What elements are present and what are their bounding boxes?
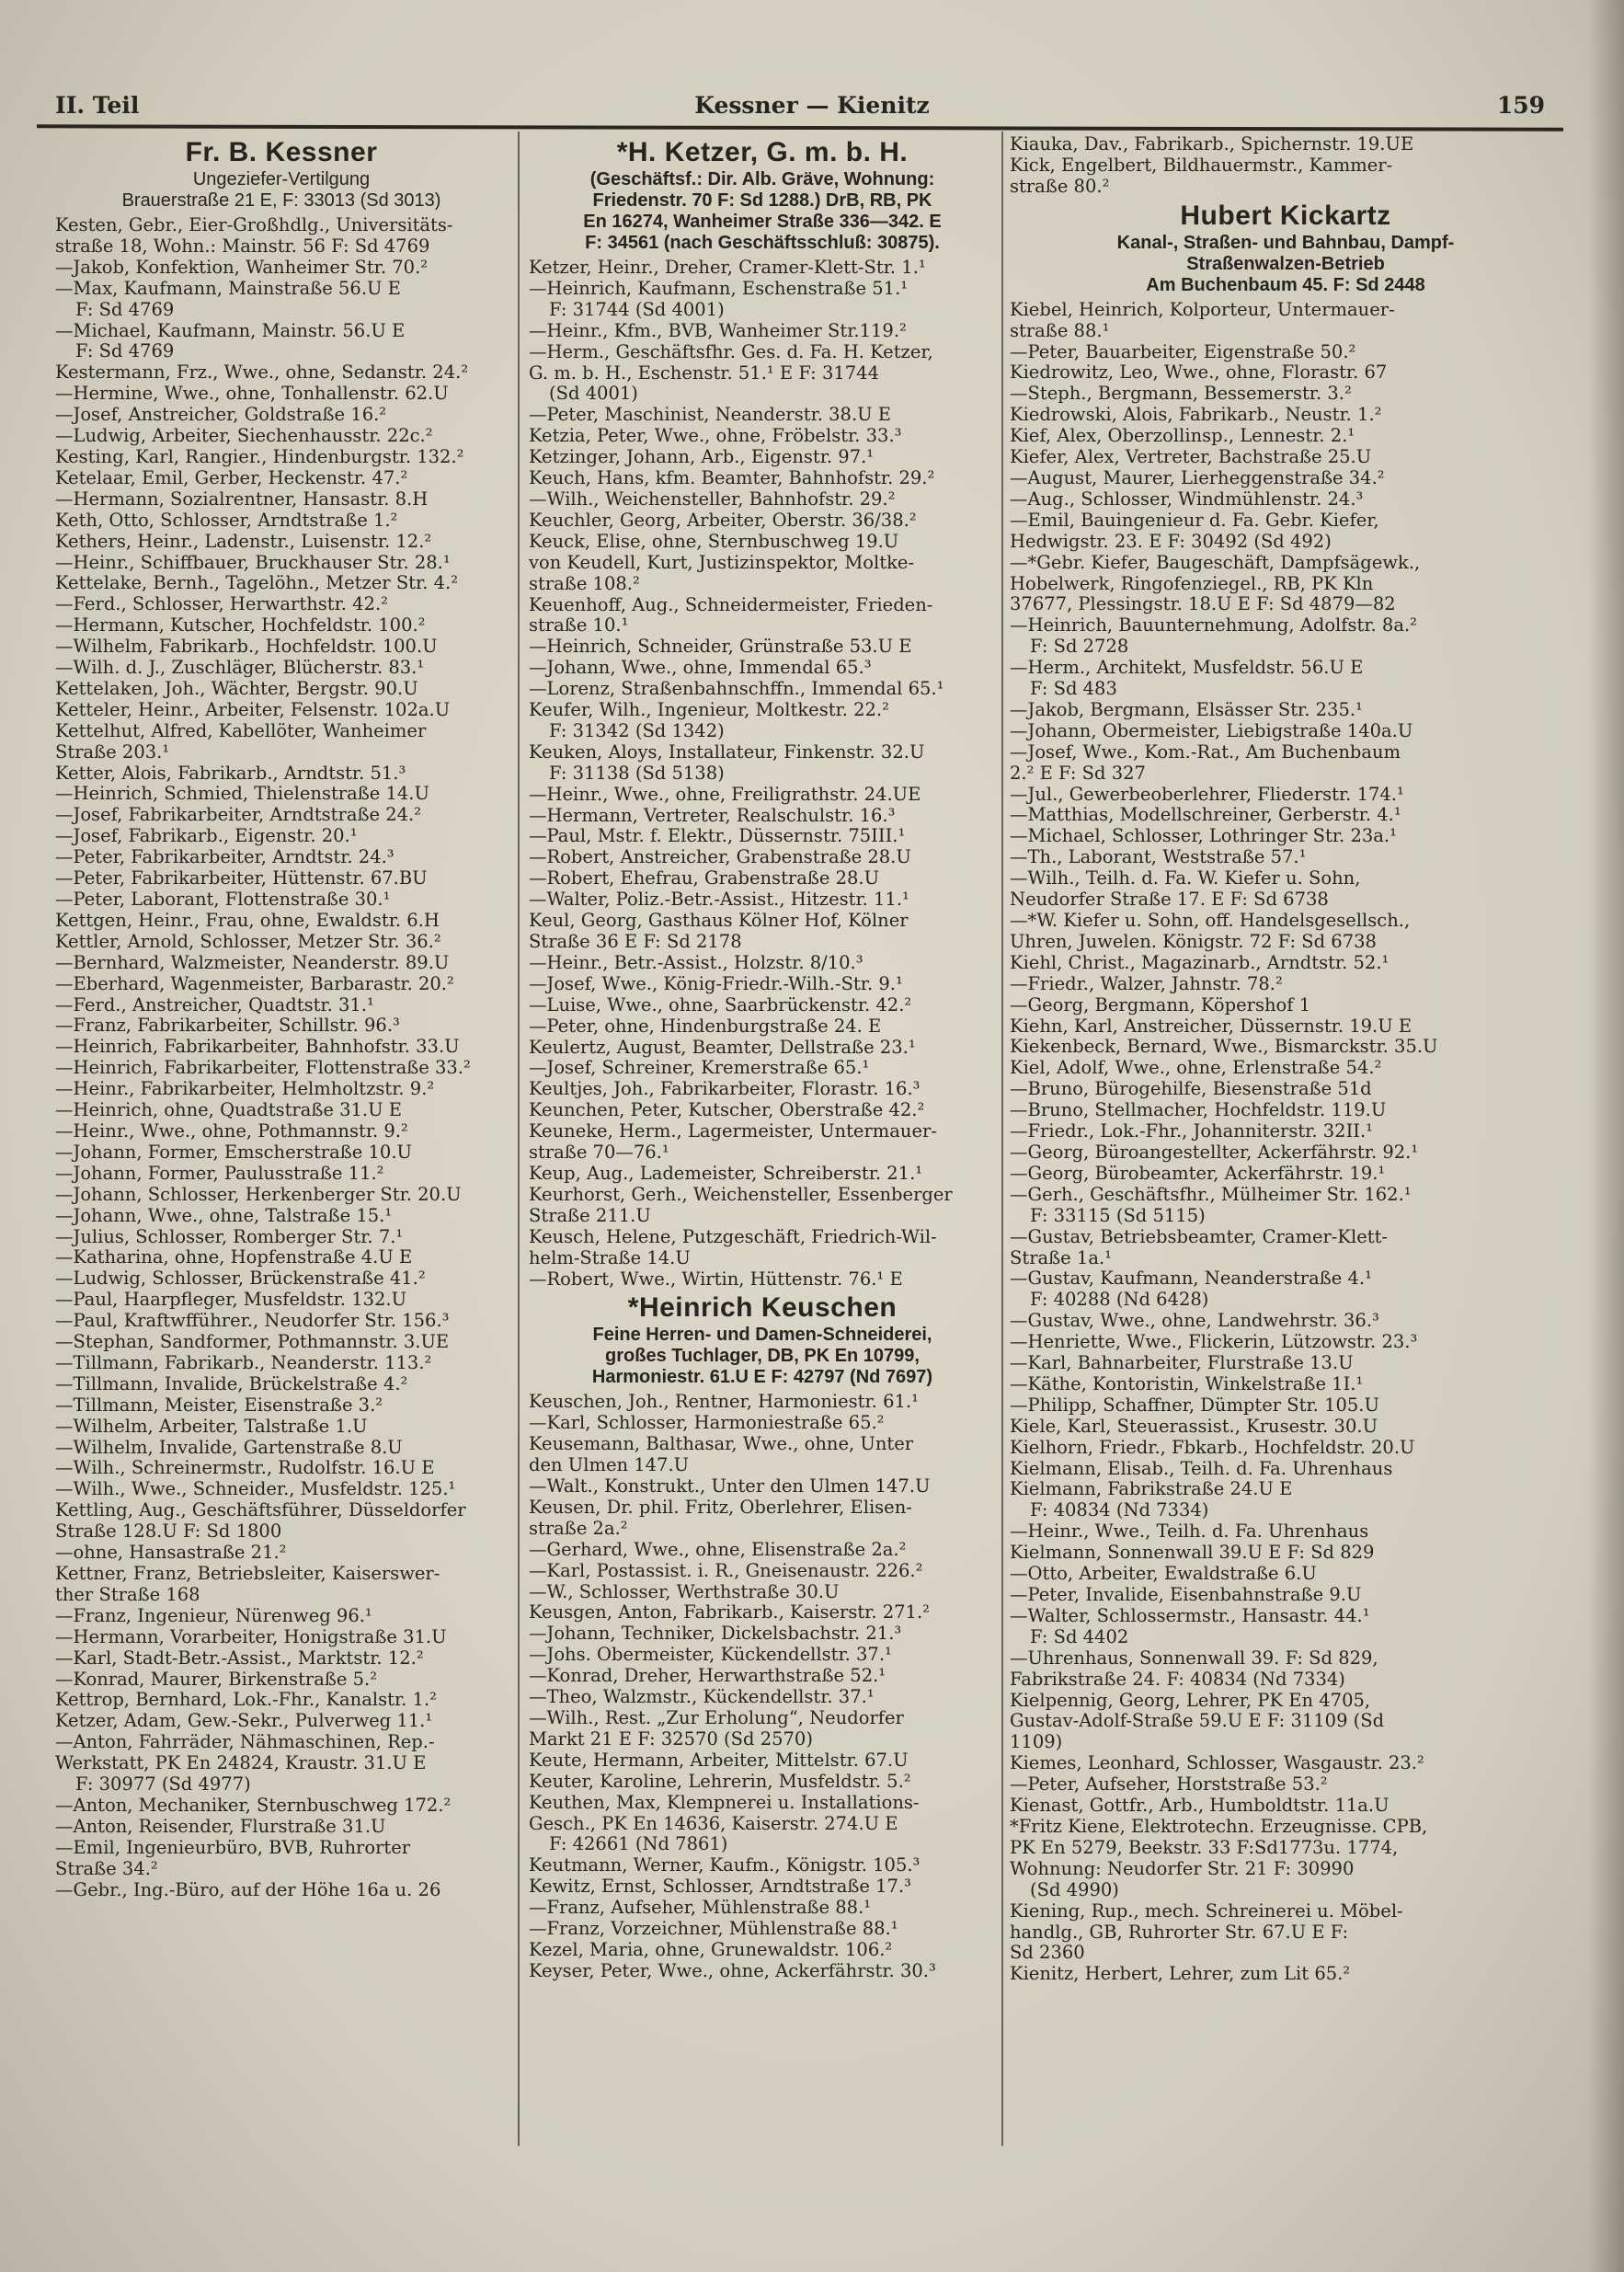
directory-entry-line: Kielmann, Fabrikstraße 24.U E xyxy=(1010,1478,1293,1500)
directory-entry-line: —Wilh., Wwe., Schneider., Musfeldstr. 125.¹ xyxy=(55,1478,456,1500)
directory-entry-line: —Johann, Techniker, Dickelsbachstr. 21.³ xyxy=(529,1623,902,1645)
directory-entry-line: —Walter, Schlossermstr., Hansastr. 44.¹ xyxy=(1010,1604,1370,1626)
directory-entry-line: Keulertz, August, Beamter, Dellstraße 23.¹ xyxy=(529,1036,916,1058)
directory-entry-line: —Eberhard, Wagenmeister, Barbarastr. 20.² xyxy=(55,972,454,994)
directory-entry-line: —Anton, Reisender, Flurstraße 31.U xyxy=(55,1815,386,1837)
directory-entry-line: —Peter, Fabrikarbeiter, Hüttenstr. 67.BU xyxy=(55,867,428,889)
directory-entry-line: Kienitz, Herbert, Lehrer, zum Lit 65.² xyxy=(1010,1963,1351,1985)
directory-entry-line: —*Gebr. Kiefer, Baugeschäft, Dampfsägewk., xyxy=(1010,551,1421,573)
directory-entry-line: Kiehn, Karl, Anstreicher, Düssernstr. 19.U E xyxy=(1010,1015,1412,1037)
directory-entry-line: Kiele, Karl, Steuerassist., Krusestr. 30.U xyxy=(1010,1415,1378,1437)
directory-entry-line: —Th., Laborant, Weststraße 57.¹ xyxy=(1010,846,1307,868)
directory-entry-line: (Sd 4001) xyxy=(549,383,638,405)
advertisement-line: Kanal-, Straßen- und Bahnbau, Dampf- xyxy=(1116,232,1455,253)
directory-entry-line: —Robert, Wwe., Wirtin, Hüttenstr. 76.¹ E xyxy=(529,1268,903,1290)
directory-entry-line: Keuter, Karoline, Lehrerin, Musfeldstr. 5.² xyxy=(529,1770,911,1792)
directory-entry-line: —Heinrich, Fabrikarbeiter, Bahnhofstr. 33.U xyxy=(55,1036,460,1058)
directory-entry-line: F: 33115 (Sd 5115) xyxy=(1030,1204,1206,1226)
directory-entry-line: Keuchler, Georg, Arbeiter, Oberstr. 36/38.² xyxy=(529,509,917,531)
directory-entry-line: Keyser, Peter, Wwe., ohne, Ackerfährstr. 30.³ xyxy=(529,1959,936,1981)
directory-entry-line: —Heinrich, Schneider, Grünstraße 53.U E xyxy=(529,636,912,658)
directory-entry-line: —Peter, Invalide, Eisenbahnstraße 9.U xyxy=(1010,1584,1362,1605)
directory-entry-line: Hobelwerk, Ringofenziegel., RB, PK Kln xyxy=(1010,572,1374,594)
directory-entry-line: 37677, Plessingstr. 18.U E F: Sd 4879—82 xyxy=(1010,593,1396,615)
directory-entry-line: —Paul, Kraftwfführer., Neudorfer Str. 156.³ xyxy=(55,1310,450,1332)
directory-entry-line: —Tillmann, Invalide, Brückelstraße 4.² xyxy=(55,1372,408,1394)
directory-entry-line: —Wilhelm, Fabrikarb., Hochfeldstr. 100.U xyxy=(55,636,438,658)
directory-entry-line: Kettling, Aug., Geschäftsführer, Düsseldorfer xyxy=(55,1499,466,1521)
directory-entry-line: PK En 5279, Beekstr. 33 F:Sd1773u. 1774, xyxy=(1010,1836,1399,1858)
directory-entry-line: —Wilhelm, Arbeiter, Talstraße 1.U xyxy=(55,1415,368,1437)
directory-entry-line: Ketter, Alois, Fabrikarb., Arndtstr. 51.³ xyxy=(55,762,406,784)
directory-entry-line: —Franz, Ingenieur, Nürenweg 96.¹ xyxy=(55,1604,372,1626)
directory-entry-line: —Steph., Bergmann, Bessemerstr. 3.² xyxy=(1010,383,1352,405)
directory-entry-line: Keurhorst, Gerh., Weichensteller, Essenberger xyxy=(529,1183,953,1205)
directory-entry-line: —Tillmann, Meister, Eisenstraße 3.² xyxy=(55,1394,383,1416)
directory-entry-line: Wohnung: Neudorfer Str. 21 F: 30990 xyxy=(1010,1857,1355,1879)
directory-entry-line: —Walter, Poliz.-Betr.-Assist., Hitzestr. 11.¹ xyxy=(529,889,909,911)
directory-entry-line: F: 31138 (Sd 5138) xyxy=(549,762,725,784)
directory-entry-line: —Peter, Laborant, Flottenstraße 30.¹ xyxy=(55,889,391,910)
directory-entry-line: straße 2a.² xyxy=(529,1517,628,1539)
directory-entry-line: Keufer, Wilh., Ingenieur, Moltkestr. 22.² xyxy=(529,699,889,721)
section-label: II. Teil xyxy=(55,92,140,119)
directory-entry-line: —Jul., Gewerbeoberlehrer, Fliederstr. 174.¹ xyxy=(1010,783,1404,805)
directory-entry-line: —Peter, ohne, Hindenburgstraße 24. E xyxy=(529,1015,882,1037)
directory-entry-line: —Karl, Bahnarbeiter, Flurstraße 13.U xyxy=(1010,1352,1354,1374)
directory-entry-line: straße 80.² xyxy=(1010,175,1110,197)
advertisement-line: Ungeziefer-Vertilgung xyxy=(192,169,371,189)
directory-entry-line: Kienast, Gottfr., Arb., Humboldtstr. 11a.U xyxy=(1010,1795,1390,1817)
directory-entry-line: —Bernhard, Walzmeister, Neanderstr. 89.U xyxy=(55,951,450,973)
directory-entry-line: von Keudell, Kurt, Justizinspektor, Moltke- xyxy=(529,551,915,573)
directory-entry-line: Kiefer, Alex, Vertreter, Bachstraße 25.U xyxy=(1010,446,1372,468)
directory-entry-line: —Uhrenhaus, Sonnenwall 39. F: Sd 829, xyxy=(1010,1647,1378,1669)
advertisement-title: *Heinrich Keuschen xyxy=(627,1292,898,1324)
directory-entry-line: Keusch, Helene, Putzgeschäft, Friedrich-Wil- xyxy=(529,1225,937,1247)
directory-entry-line: 2.² E F: Sd 327 xyxy=(1010,762,1146,784)
directory-entry-line: —Johann, Wwe., ohne, Immendal 65.³ xyxy=(529,657,872,679)
directory-entry-line: Kiauka, Dav., Fabrikarb., Spichernstr. 19.UE xyxy=(1010,133,1414,155)
directory-entry-line: Keutmann, Werner, Kaufm., Königstr. 105.³ xyxy=(529,1854,921,1876)
directory-entry-line: —Emil, Bauingenieur d. Fa. Gebr. Kiefer, xyxy=(1010,509,1379,531)
advertisement-line: F: 34561 (nach Geschäftsschluß: 30875). xyxy=(585,233,940,253)
directory-entry-line: F: Sd 4402 xyxy=(1030,1625,1129,1647)
directory-entry-line: Kettner, Franz, Betriebsleiter, Kaiserswer- xyxy=(55,1563,440,1584)
directory-entry-line: Keuenhoff, Aug., Schneidermeister, Frieden- xyxy=(529,593,933,615)
directory-entry-line: —Michael, Kaufmann, Mainstr. 56.U E xyxy=(55,319,406,341)
advertisement-line: Friedenstr. 70 F: Sd 1288.) DrB, RB, PK xyxy=(592,190,932,211)
directory-entry-line: —Heinrich, ohne, Quadtstraße 31.U E xyxy=(55,1099,402,1121)
directory-entry-line: —Franz, Aufseher, Mühlenstraße 88.¹ xyxy=(529,1897,872,1919)
directory-entry-line: Straße 34.² xyxy=(55,1857,158,1879)
advertisement-line: großes Tuchlager, DB, PK En 10799, xyxy=(605,1346,920,1367)
directory-entry-line: Kiening, Rup., mech. Schreinerei u. Möbel- xyxy=(1010,1899,1403,1922)
directory-entry-line: —W., Schlosser, Werthstraße 30.U xyxy=(529,1580,840,1602)
directory-entry-line: F: Sd 4769 xyxy=(75,298,175,320)
directory-entry-line: (Sd 4990) xyxy=(1030,1878,1119,1900)
directory-entry-line: —Robert, Anstreicher, Grabenstraße 28.U xyxy=(529,846,911,868)
directory-entry-line: G. m. b. H., Eschenstr. 51.¹ E F: 31744 xyxy=(529,361,879,384)
directory-entry-line: —Georg, Büroangestellter, Ackerfährstr. 92.¹ xyxy=(1010,1141,1419,1163)
advertisement-block xyxy=(529,1291,996,1388)
directory-entry-line: —Herm., Architekt, Musfeldstr. 56.U E xyxy=(1010,657,1364,679)
directory-entry-line: Ketteler, Heinr., Arbeiter, Felsenstr. 102a.U xyxy=(55,698,451,720)
directory-entry-line: Keusemann, Balthasar, Wwe., ohne, Unter xyxy=(529,1433,914,1455)
directory-entry-line: Gesch., PK En 14636, Kaiserstr. 274.U E xyxy=(529,1812,898,1834)
directory-entry-line: Kettelhut, Alfred, Kabellöter, Wanheimer xyxy=(55,719,427,741)
directory-entry-line: Keuthen, Max, Klempnerei u. Installations- xyxy=(529,1791,920,1813)
advertisement-line: Feine Herren- und Damen-Schneiderei, xyxy=(592,1325,932,1346)
directory-entry-line: Kethers, Heinr., Ladenstr., Luisenstr. 12.² xyxy=(55,530,432,552)
directory-entry-line: —Henriette, Wwe., Flickerin, Lützowstr. 23.³ xyxy=(1010,1331,1418,1353)
directory-entry-line: —Friedr., Lok.-Fhr., Johanniterstr. 32II.¹ xyxy=(1010,1120,1373,1142)
directory-entry-line: Kielhorn, Friedr., Fbkarb., Hochfeldstr. 20.U xyxy=(1010,1436,1415,1458)
directory-entry-line: —Jakob, Bergmann, Elsässer Str. 235.¹ xyxy=(1010,698,1363,720)
directory-entry-line: Straße 211.U xyxy=(529,1204,651,1226)
header-rule xyxy=(37,124,1563,131)
directory-entry-line: —Josef, Anstreicher, Goldstraße 16.² xyxy=(55,404,387,426)
directory-entry-line: —Jakob, Konfektion, Wanheimer Str. 70.² xyxy=(55,256,429,278)
page-number: 159 xyxy=(1496,92,1545,119)
directory-entry-line: Kesten, Gebr., Eier-Großhdlg., Universitäts- xyxy=(55,214,453,235)
directory-entry-line: —Franz, Fabrikarbeiter, Schillstr. 96.³ xyxy=(55,1015,400,1037)
directory-entry-line: —Aug., Schlosser, Windmühlenstr. 24.³ xyxy=(1010,488,1364,510)
column-2 xyxy=(529,134,996,1982)
directory-entry-line: —Wilh., Weichensteller, Bahnhofstr. 29.² xyxy=(529,488,896,510)
advertisement-line: Am Buchenbaum 45. F: Sd 2448 xyxy=(1146,274,1425,295)
advertisement-block xyxy=(1010,200,1561,296)
directory-entry-line: —Johann, Former, Emscherstraße 10.U xyxy=(55,1141,412,1163)
column-divider xyxy=(518,132,520,2146)
directory-entry-line: straße 70—76.¹ xyxy=(529,1142,669,1164)
advertisement-title: Hubert Kickartz xyxy=(1180,200,1391,231)
directory-entry-line: —Peter, Aufseher, Horststraße 53.² xyxy=(1010,1773,1328,1796)
directory-entry-line: —Emil, Ingenieurbüro, BVB, Ruhrorter xyxy=(55,1836,411,1858)
directory-entry-line: Kiel, Adolf, Wwe., ohne, Erlenstraße 54.² xyxy=(1010,1057,1382,1079)
advertisement-title: Fr. B. Kessner xyxy=(185,137,378,167)
directory-entry-line: Kiedrowski, Alois, Fabrikarb., Neustr. 1.² xyxy=(1010,404,1382,426)
directory-entry-line: Kiebel, Heinrich, Kolporteur, Untermauer- xyxy=(1010,298,1395,320)
advertisement-line: Brauerstraße 21 E, F: 33013 (Sd 3013) xyxy=(121,190,441,211)
directory-entry-line: Keth, Otto, Schlosser, Arndtstraße 1.² xyxy=(55,509,398,531)
directory-entry-line: —Wilh., Rest. „Zur Erholung“, Neudorfer xyxy=(529,1707,904,1728)
directory-entry-line: Keul, Georg, Gasthaus Kölner Hof, Kölner xyxy=(529,910,909,932)
directory-entry-line: Straße 1a.¹ xyxy=(1010,1246,1112,1268)
directory-entry-line: Gustav-Adolf-Straße 59.U E F: 31109 (Sd xyxy=(1010,1710,1385,1732)
directory-entry-line: den Ulmen 147.U xyxy=(529,1454,690,1476)
directory-entry-line: straße 108.² xyxy=(529,572,640,594)
directory-entry-line: —August, Maurer, Lierheggenstraße 34.² xyxy=(1010,466,1385,488)
directory-entry-line: Fabrikstraße 24. F: 40834 (Nd 7334) xyxy=(1010,1668,1345,1690)
directory-entry-line: —Lorenz, Straßenbahnschffn., Immendal 65.¹ xyxy=(529,678,944,700)
directory-entry-line: Keuck, Elise, ohne, Sternbuschweg 19.U xyxy=(529,530,899,552)
directory-entry-line: —Georg, Bürobeamter, Ackerfährstr. 19.¹ xyxy=(1010,1162,1386,1184)
directory-entry-line: straße 88.¹ xyxy=(1010,319,1110,341)
directory-entry-line: Ketelaar, Emil, Gerber, Heckenstr. 47.² xyxy=(55,466,408,488)
directory-entry-line: —Philipp, Schaffner, Dümpter Str. 105.U xyxy=(1010,1394,1379,1416)
directory-entry-line: —Johann, Schlosser, Herkenberger Str. 20.U xyxy=(55,1183,462,1205)
directory-entry-line: —Johann, Obermeister, Liebigstraße 140a.U xyxy=(1010,719,1413,741)
directory-entry-line: Kettrop, Bernhard, Lok.-Fhr., Kanalstr. 1.² xyxy=(55,1689,437,1711)
directory-entry-line: —Johann, Wwe., ohne, Talstraße 15.¹ xyxy=(55,1204,393,1226)
directory-entry-line: Straße 128.U F: Sd 1800 xyxy=(55,1520,282,1543)
directory-entry-line: —Ferd., Anstreicher, Quadtstr. 31.¹ xyxy=(55,993,374,1016)
directory-entry-line: —Hermann, Vorarbeiter, Honigstraße 31.U xyxy=(55,1625,447,1647)
directory-entry-line: F: Sd 483 xyxy=(1030,678,1117,700)
directory-entry-line: Kesting, Karl, Rangier., Hindenburgstr. 132.² xyxy=(55,445,464,467)
directory-entry-line: —Konrad, Maurer, Birkenstraße 5.² xyxy=(55,1668,378,1690)
directory-entry-line: —Theo, Walzmstr., Kückendellstr. 37.¹ xyxy=(529,1686,875,1708)
directory-entry-line: Kief, Alex, Oberzollinsp., Lennestr. 2.¹ xyxy=(1010,425,1355,447)
directory-entry-line: F: Sd 2728 xyxy=(1030,636,1129,658)
advertisement-line: (Geschäftsf.: Dir. Alb. Gräve, Wohnung: xyxy=(589,169,935,189)
directory-entry-line: —Franz, Vorzeichner, Mühlenstraße 88.¹ xyxy=(529,1918,898,1940)
directory-entry-line: Kiehl, Christ., Magazinarb., Arndtstr. 52.¹ xyxy=(1010,951,1390,973)
directory-entry-line: —Matthias, Modellschreiner, Gerberstr. 4.¹ xyxy=(1010,804,1401,826)
directory-entry-line: —Heinrich, Bauunternehmung, Adolfstr. 8a.² xyxy=(1010,614,1417,637)
page-edge-shadow xyxy=(1587,0,1624,2272)
directory-entry-line: Kick, Engelbert, Bildhauermstr., Kammer- xyxy=(1010,154,1393,176)
directory-entry-line: —Konrad, Dreher, Herwarthstraße 52.¹ xyxy=(529,1665,886,1687)
directory-entry-line: Kestermann, Frz., Wwe., ohne, Sedanstr. 24.² xyxy=(55,361,469,384)
directory-entry-line: —Heinrich, Schmied, Thielenstraße 14.U xyxy=(55,783,429,805)
directory-entry-line: —Josef, Fabrikarb., Eigenstr. 20.¹ xyxy=(55,825,358,847)
directory-entry-line: —Heinr., Fabrikarbeiter, Helmholtzstr. 9.² xyxy=(55,1078,435,1100)
directory-entry-line: —Peter, Fabrikarbeiter, Arndtstr. 24.³ xyxy=(55,846,395,868)
directory-entry-line: Keup, Aug., Lademeister, Schreiberstr. 21.¹ xyxy=(529,1162,923,1184)
directory-entry-line: Kezel, Maria, ohne, Grunewaldstr. 106.² xyxy=(529,1938,893,1960)
directory-entry-line: *Fritz Kiene, Elektrotechn. Erzeugnisse. CPB, xyxy=(1010,1815,1428,1837)
directory-entry-line: —Ludwig, Schlosser, Brückenstraße 41.² xyxy=(55,1268,426,1290)
advertisement-line: En 16274, Wanheimer Straße 336—342. E xyxy=(583,212,942,232)
directory-entry-line: F: 40288 (Nd 6428) xyxy=(1030,1289,1209,1311)
advertisement-title: *H. Ketzer, G. m. b. H. xyxy=(616,137,909,167)
directory-entry-line: Keusen, Dr. phil. Fritz, Oberlehrer, Elisen- xyxy=(529,1496,912,1518)
directory-entry-line: Kielpennig, Georg, Lehrer, PK En 4705, xyxy=(1010,1689,1371,1711)
directory-entry-line: Keuneke, Herm., Lagermeister, Untermauer- xyxy=(529,1120,937,1142)
directory-entry-line: —Georg, Bergmann, Köpershof 1 xyxy=(1010,993,1311,1016)
column-divider xyxy=(1001,132,1003,2146)
directory-entry-line: —Heinr., Wwe., ohne, Freiligrathstr. 24.UE xyxy=(529,783,921,805)
directory-entry-line: —Anton, Fahrräder, Nähmaschinen, Rep.- xyxy=(55,1731,435,1753)
directory-entry-line: —Friedr., Walzer, Jahnstr. 78.² xyxy=(1010,972,1283,994)
directory-entry-line: —Käthe, Kontoristin, Winkelstraße 1I.¹ xyxy=(1010,1372,1364,1394)
directory-entry-line: —Robert, Ehefrau, Grabenstraße 28.U xyxy=(529,867,880,889)
directory-entry-line: straße 18, Wohn.: Mainstr. 56 F: Sd 4769 xyxy=(55,235,430,257)
directory-entry-line: Kettelake, Bernh., Tagelöhn., Metzer Str. 4.² xyxy=(55,572,459,594)
directory-entry-line: —Ferd., Schlosser, Herwarthstr. 42.² xyxy=(55,593,388,615)
advertisement-line: Harmoniestr. 61.U E F: 42797 (Nd 7697) xyxy=(591,1367,933,1388)
directory-entry-line: Keuschen, Joh., Rentner, Harmoniestr. 61.¹ xyxy=(529,1391,919,1413)
directory-entry-line: —Bruno, Bürogehilfe, Biesenstraße 51d xyxy=(1010,1078,1372,1100)
directory-entry-line: Kettgen, Heinr., Frau, ohne, Ewaldstr. 6.H xyxy=(55,909,440,931)
directory-entry-line: Sd 2360 xyxy=(1010,1942,1085,1964)
directory-entry-line: —Josef, Wwe., König-Friedr.-Wilh.-Str. 9.¹ xyxy=(529,972,903,994)
directory-entry-line: —Otto, Arbeiter, Ewaldstraße 6.U xyxy=(1010,1563,1317,1585)
directory-entry-line: —Bruno, Stellmacher, Hochfeldstr. 119.U xyxy=(1010,1099,1387,1121)
directory-entry-line: Kiekenbeck, Bernard, Wwe., Bismarckstr. 35.U xyxy=(1010,1036,1438,1058)
directory-entry-line: F: 40834 (Nd 7334) xyxy=(1030,1499,1209,1521)
directory-entry-line: Keuch, Hans, kfm. Beamter, Bahnhofstr. 29.² xyxy=(529,467,935,489)
advertisement-block xyxy=(529,136,996,254)
directory-entry-line: 1109) xyxy=(1010,1731,1063,1753)
directory-entry-line: —Hermann, Kutscher, Hochfeldstr. 100.² xyxy=(55,614,426,637)
directory-entry-line: —Wilh., Teilh. d. Fa. W. Kiefer u. Sohn, xyxy=(1010,867,1361,889)
directory-entry-line: Hedwigstr. 23. E F: 30492 (Sd 492) xyxy=(1010,530,1332,552)
directory-entry-line: helm-Straße 14.U xyxy=(529,1246,691,1268)
advertisement-block xyxy=(55,136,508,212)
directory-entry-line: Keute, Hermann, Arbeiter, Mittelstr. 67.U xyxy=(529,1749,909,1771)
directory-entry-line: —Stephan, Sandformer, Pothmannstr. 3.UE xyxy=(55,1331,450,1353)
directory-entry-line: —Gebr., Ing.-Büro, auf der Höhe 16a u. 26 xyxy=(55,1878,441,1900)
directory-entry-line: —Paul, Mstr. f. Elektr., Düssernstr. 75III.¹ xyxy=(529,825,906,847)
directory-entry-line: —Hermine, Wwe., ohne, Tonhallenstr. 62.U xyxy=(55,383,449,405)
directory-entry-line: —Heinr., Wwe., Teilh. d. Fa. Uhrenhaus xyxy=(1010,1520,1369,1543)
directory-entry-line: —Wilhelm, Invalide, Gartenstraße 8.U xyxy=(55,1436,403,1458)
directory-entry-line: —Heinrich, Kaufmann, Eschenstraße 51.¹ xyxy=(529,277,909,299)
directory-entry-line: Markt 21 E F: 32570 (Sd 2570) xyxy=(529,1727,813,1750)
directory-entry-line: Ketzia, Peter, Wwe., ohne, Fröbelstr. 33.³ xyxy=(529,425,902,447)
directory-entry-line: F: 31744 (Sd 4001) xyxy=(549,298,725,320)
directory-entry-line: straße 10.¹ xyxy=(529,614,629,637)
directory-entry-line: F: 42661 (Nd 7861) xyxy=(549,1833,728,1855)
directory-entry-line: —Hermann, Sozialrentner, Hansastr. 8.H xyxy=(55,488,429,510)
directory-entry-line: —Josef, Wwe., Kom.-Rat., Am Buchenbaum xyxy=(1010,740,1401,763)
directory-entry-line: Ketzinger, Johann, Arb., Eigenstr. 97.¹ xyxy=(529,446,875,468)
directory-entry-line: —Michael, Schlosser, Lothringer Str. 23a.¹ xyxy=(1010,825,1397,847)
directory-entry-line: —Wilh. d. J., Zuschläger, Blücherstr. 83.¹ xyxy=(55,657,425,679)
directory-entry-line: —Max, Kaufmann, Mainstraße 56.U E xyxy=(55,277,401,299)
directory-entry-line: Werkstatt, PK En 24824, Kraustr. 31.U E xyxy=(55,1752,427,1774)
directory-entry-line: Kielmann, Elisab., Teilh. d. Fa. Uhrenhaus xyxy=(1010,1457,1393,1479)
directory-entry-line: —Josef, Schreiner, Kremerstraße 65.¹ xyxy=(529,1057,870,1079)
directory-entry-line: —Heinr., Kfm., BVB, Wanheimer Str.119.² xyxy=(529,319,907,341)
directory-entry-line: F: 31342 (Sd 1342) xyxy=(549,719,725,741)
directory-entry-line: —Gustav, Wwe., ohne, Landwehrstr. 36.³ xyxy=(1010,1310,1379,1332)
directory-entry-line: Ketzer, Heinr., Dreher, Cramer-Klett-Str. 1.¹ xyxy=(529,257,926,278)
directory-entry-line: ther Straße 168 xyxy=(55,1583,200,1605)
directory-entry-line: —Peter, Maschinist, Neanderstr. 38.U E xyxy=(529,404,892,426)
directory-entry-line: Neudorfer Straße 17. E F: Sd 6738 xyxy=(1010,889,1329,911)
directory-entry-line: —Herm., Geschäftsfhr. Ges. d. Fa. H. Ketzer, xyxy=(529,340,933,362)
directory-entry-line: F: Sd 4769 xyxy=(75,340,175,362)
directory-entry-line: —*W. Kiefer u. Sohn, off. Handelsgesellsch., xyxy=(1010,910,1411,931)
directory-entry-line: —Paul, Haarpfleger, Musfeldstr. 132.U xyxy=(55,1289,407,1311)
directory-entry-line: —Karl, Schlosser, Harmoniestraße 65.² xyxy=(529,1412,885,1434)
directory-entry-line: —Gustav, Kaufmann, Neanderstraße 4.¹ xyxy=(1010,1268,1372,1290)
directory-entry-line: —Heinr., Schiffbauer, Bruckhauser Str. 28.¹ xyxy=(55,551,451,573)
directory-entry-line: —Karl, Stadt-Betr.-Assist., Marktstr. 12.² xyxy=(55,1647,424,1669)
directory-entry-line: —Johs. Obermeister, Kückendellstr. 37.¹ xyxy=(529,1644,892,1666)
directory-entry-line: handlg., GB, Ruhrorter Str. 67.U E F: xyxy=(1010,1921,1349,1943)
advertisement-line: Straßenwalzen-Betrieb xyxy=(1186,253,1385,274)
directory-entry-line: Keunchen, Peter, Kutscher, Oberstraße 42.² xyxy=(529,1099,925,1121)
directory-entry-line: —Katharina, ohne, Hopfenstraße 4.U E xyxy=(55,1246,413,1268)
directory-entry-line: Kettelaken, Joh., Wächter, Bergstr. 90.U xyxy=(55,677,418,699)
directory-entry-line: —Tillmann, Fabrikarb., Neanderstr. 113.² xyxy=(55,1351,432,1373)
directory-entry-line: —Gustav, Betriebsbeamter, Cramer-Klett- xyxy=(1010,1225,1389,1247)
directory-entry-line: Ketzer, Adam, Gew.-Sekr., Pulverweg 11.¹ xyxy=(55,1710,433,1732)
directory-entry-line: F: 30977 (Sd 4977) xyxy=(75,1773,251,1796)
directory-entry-line: Kiemes, Leonhard, Schlosser, Wasgaustr. 23.² xyxy=(1010,1752,1424,1774)
directory-entry-line: Keultjes, Joh., Fabrikarbeiter, Florastr. 16.³ xyxy=(529,1078,921,1100)
directory-entry-line: Keuken, Aloys, Installateur, Finkenstr. 32.U xyxy=(529,740,925,763)
directory-entry-line: —Luise, Wwe., ohne, Saarbrückenstr. 42.² xyxy=(529,993,912,1016)
directory-entry-line: —Anton, Mechaniker, Sternbuschweg 172.² xyxy=(55,1794,452,1816)
running-head: Kessner — Kienitz xyxy=(694,92,930,119)
directory-entry-line: —Josef, Fabrikarbeiter, Arndtstraße 24.² xyxy=(55,804,422,826)
directory-entry-line: —Heinrich, Fabrikarbeiter, Flottenstraße 33.² xyxy=(55,1057,471,1079)
directory-entry-line: —ohne, Hansastraße 21.² xyxy=(55,1542,287,1564)
directory-entry-line: —Heinr., Betr.-Assist., Holzstr. 8/10.³ xyxy=(529,951,863,973)
directory-entry-line: —Julius, Schlosser, Romberger Str. 7.¹ xyxy=(55,1225,404,1247)
directory-entry-line: —Heinr., Wwe., ohne, Pothmannstr. 9.² xyxy=(55,1119,408,1142)
directory-entry-line: —Ludwig, Arbeiter, Siechenhausstr. 22c.² xyxy=(55,425,433,447)
directory-entry-line: Straße 203.¹ xyxy=(55,740,170,763)
directory-entry-line: Kiedrowitz, Leo, Wwe., ohne, Florastr. 67 xyxy=(1010,361,1388,384)
directory-entry-line: —Hermann, Vertreter, Realschulstr. 16.³ xyxy=(529,804,896,826)
directory-entry-line: Straße 36 E F: Sd 2178 xyxy=(529,931,742,952)
directory-entry-line: —Wilh., Schreinermstr., Rudolfstr. 16.U E xyxy=(55,1457,435,1479)
directory-entry-line: Keusgen, Anton, Fabrikarb., Kaiserstr. 271.² xyxy=(529,1601,930,1624)
directory-entry-line: —Gerh., Geschäftsfhr., Mülheimer Str. 162.¹ xyxy=(1010,1183,1412,1205)
directory-entry-line: Uhren, Juwelen. Königstr. 72 F: Sd 6738 xyxy=(1010,930,1377,952)
directory-entry-line: —Gerhard, Wwe., ohne, Elisenstraße 2a.² xyxy=(529,1538,907,1560)
column-3 xyxy=(1010,134,1561,1985)
directory-entry-line: Kewitz, Ernst, Schlosser, Arndtstraße 17.³ xyxy=(529,1876,911,1898)
directory-entry-line: —Walt., Konstrukt., Unter den Ulmen 147.U xyxy=(529,1475,931,1497)
directory-entry-line: —Karl, Postassist. i. R., Gneisenaustr. 226.² xyxy=(529,1559,923,1581)
directory-entry-line: Kielmann, Sonnenwall 39.U E F: Sd 829 xyxy=(1010,1542,1375,1564)
directory-entry-line: —Peter, Bauarbeiter, Eigenstraße 50.² xyxy=(1010,340,1356,362)
column-1 xyxy=(55,134,508,1901)
directory-entry-line: —Johann, Former, Paulusstraße 11.² xyxy=(55,1162,384,1184)
directory-entry-line: Kettler, Arnold, Schlosser, Metzer Str. 36.² xyxy=(55,930,441,952)
